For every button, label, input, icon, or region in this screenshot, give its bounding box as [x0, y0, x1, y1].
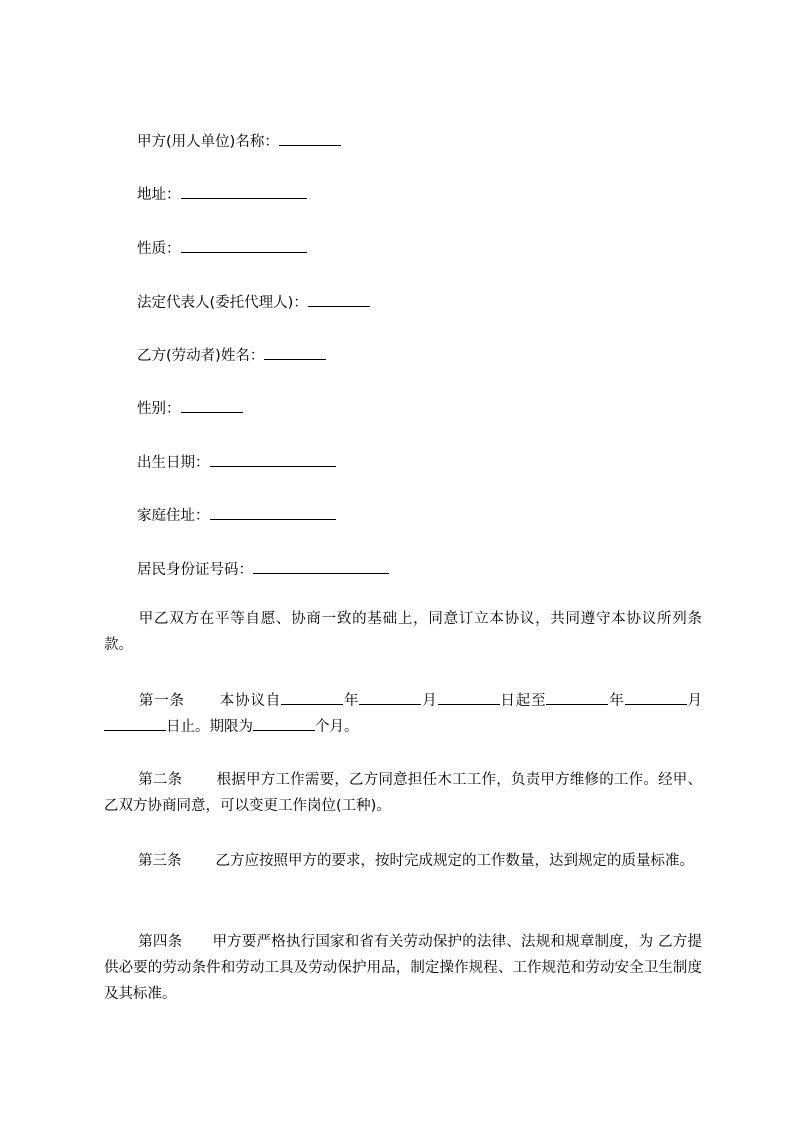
start-day-blank[interactable] [438, 690, 500, 705]
article-1-label: 第一条 [138, 693, 185, 709]
article-1-text-5: 年 [608, 693, 625, 709]
nature-label: 性质： [137, 241, 181, 257]
start-year-blank[interactable] [281, 690, 343, 705]
article-1-text-7: 日止。期限为 [166, 719, 253, 735]
birth-date-label: 出生日期： [137, 455, 210, 471]
employee-name-line [137, 345, 326, 366]
article-1-text-1: 本协议自 [218, 693, 282, 709]
id-number-line [137, 559, 389, 580]
article-1-text-4: 日起至 [499, 693, 547, 709]
article-1-text-2: 年 [343, 693, 360, 709]
article-1-text-6: 月 [686, 693, 703, 709]
article-3-text: 乙方应按照甲方的要求，按时完成规定的工作数量，达到规定的质量标准。 [215, 853, 694, 869]
intro-paragraph [104, 606, 702, 658]
gender-blank[interactable] [181, 398, 243, 413]
article-3 [104, 848, 702, 874]
article-1 [104, 688, 702, 740]
article-3-label: 第三条 [138, 853, 182, 869]
address-blank[interactable] [181, 184, 307, 199]
address-line [137, 184, 307, 205]
legal-rep-blank[interactable] [308, 292, 370, 307]
start-month-blank[interactable] [359, 690, 421, 705]
article-2-label: 第二条 [138, 772, 183, 788]
article-2 [104, 767, 702, 819]
home-address-blank[interactable] [210, 505, 336, 520]
end-year-blank[interactable] [546, 690, 608, 705]
article-1-text-3: 月 [421, 693, 438, 709]
birth-date-blank[interactable] [210, 452, 336, 467]
term-months-blank[interactable] [253, 716, 315, 731]
gender-label: 性别： [137, 401, 181, 417]
gender-line [137, 398, 243, 419]
employer-name-blank[interactable] [279, 131, 341, 146]
id-number-label: 居民身份证号码： [137, 562, 253, 578]
home-address-label: 家庭住址： [137, 508, 210, 524]
intro-text: 甲乙双方在平等自愿、协商一致的基础上，同意订立本协议，共同遵守本协议所列条款。 [104, 611, 702, 653]
employee-name-blank[interactable] [264, 345, 326, 360]
legal-rep-line [137, 292, 370, 313]
article-2-text: 根据甲方工作需要，乙方同意担任木工工作，负责甲方维修的工作。经甲、乙双方协商同意，可以变更工作岗位(工种)。 [104, 772, 703, 814]
employer-name-line [137, 131, 341, 152]
article-4 [104, 929, 702, 1007]
home-address-line [137, 505, 336, 526]
employee-name-label: 乙方(劳动者)姓名： [137, 348, 265, 364]
nature-line [137, 238, 307, 259]
end-month-blank[interactable] [625, 690, 687, 705]
article-4-text: 甲方要严格执行国家和省有关劳动保护的法律、法规和规章制度，为 乙方提供必要的劳动条件和劳动工具及劳动保护用品，制定操作规程、工作规范和劳动安全卫生制度及其标准。 [104, 934, 703, 1002]
id-number-blank[interactable] [253, 559, 389, 574]
birth-date-line [137, 452, 336, 473]
address-label: 地址： [137, 187, 181, 203]
employer-name-label: 甲方(用人单位)名称： [137, 134, 279, 150]
end-day-blank[interactable] [104, 716, 166, 731]
legal-rep-label: 法定代表人(委托代理人)： [137, 295, 308, 311]
article-4-label: 第四条 [138, 934, 183, 950]
nature-blank[interactable] [181, 238, 307, 253]
article-1-text-8: 个月。 [315, 719, 359, 735]
